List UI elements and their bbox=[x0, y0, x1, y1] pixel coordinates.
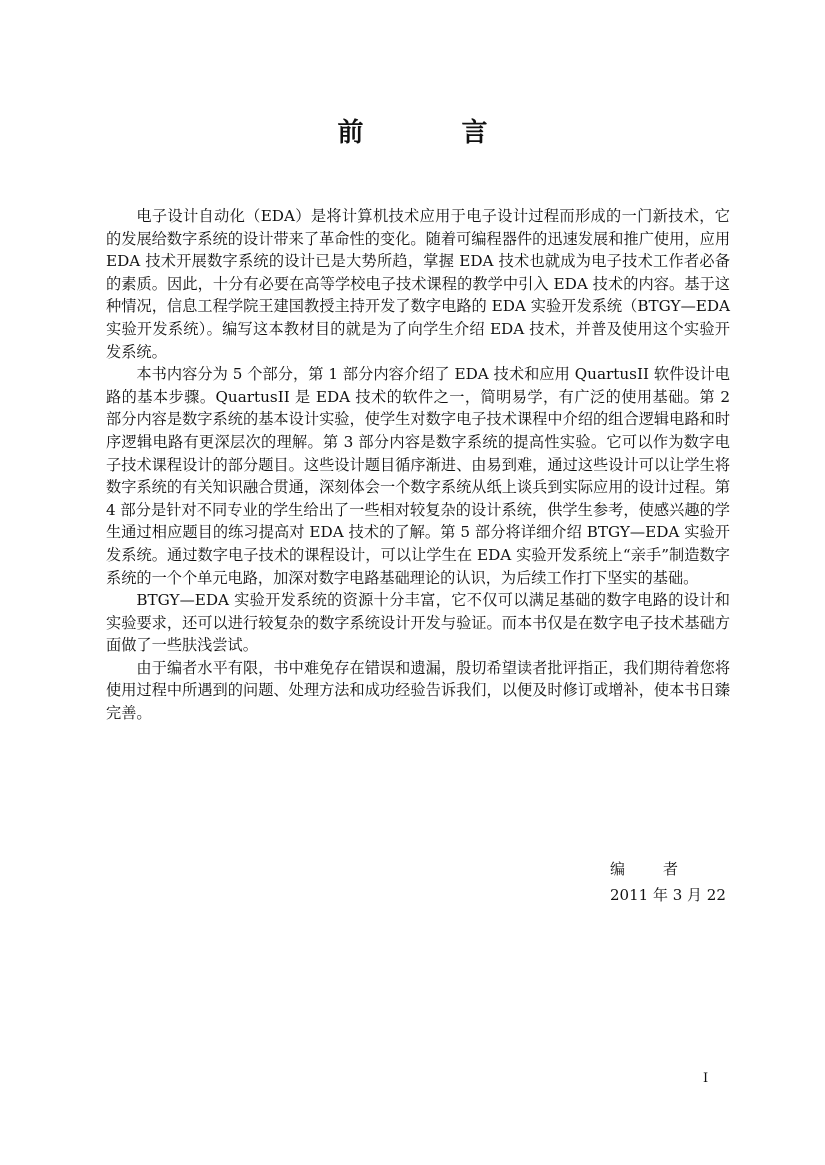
page-title bbox=[0, 112, 825, 149]
preface-body bbox=[106, 205, 730, 725]
paragraph-book-contents: 本书内容分为 5 个部分，第 1 部分内容介绍了 EDA 技术和应用 QuartusII 软件设计电路的基本步骤。QuartusII 是 EDA 技术的软件之一，简明易学，有广泛的使用基础。第 2 部分内容是数字系统的基本设计实验，使学生对数字电子技术课程中介绍的组合逻辑电路和时序逻辑电路有更深层次的理解。第 3 部分内容是数字系统的提高性实验。它可以作为数字电子技术课程设计的部分题目。这些设计题目循序渐进、由易到难，通过这些设计可以让学生将数字系统的有关知识融合贯通，深刻体会一个数字系统从纸上谈兵到实际应用的设计过程。第 4 部分是针对不同专业的学生给出了一些相对较复杂的设计系统，供学生参考，使感兴趣的学生通过相应题目的练习提高对 EDA 技术的了解。第 5 部分将详细介绍 BTGY—EDA 实验开发系统。通过数字电子技术的课程设计，可以让学生在 EDA 实验开发系统上“亲手”制造数字系统的一个个单元电路，加深对数字电路基础理论的认识，为后续工作打下坚实的基础。 bbox=[106, 365, 730, 587]
signature-block bbox=[610, 856, 726, 908]
title-char-second: 言 bbox=[461, 118, 488, 148]
signature-date: 2011 年 3 月 22 bbox=[610, 886, 726, 904]
paragraph-intro: 电子设计自动化（EDA）是将计算机技术应用于电子设计过程而形成的一门新技术，它的发展给数字系统的设计带来了革命性的变化。随着可编程器件的迅速发展和推广使用，应用 EDA 技术开展数字系统的设计已是大势所趋，掌握 EDA 技术也就成为电子技术工作者必备的素质。因此，十分有必要在高等学校电子技术课程的教学中引入 EDA 技术的内容。基于这种情况，信息工程学院王建国教授主持开发了数字电路的 EDA 实验开发系统（BTGY—EDA 实验开发系统）。编写这本教材目的就是为了向学生介绍 EDA 技术，并普及使用这个实验开发系统。 bbox=[106, 207, 730, 361]
page-number: I bbox=[703, 1071, 709, 1086]
editor-char-second: 者 bbox=[663, 860, 679, 878]
title-char-first: 前 bbox=[337, 118, 364, 148]
paragraph-closing: 由于编者水平有限，书中难免存在错误和遗漏，殷切希望读者批评指正，我们期待着您将使用过程中所遇到的问题、处理方法和成功经验告诉我们，以便及时修订或增补，使本书日臻完善。 bbox=[106, 658, 730, 723]
editor-char-first: 编 bbox=[610, 860, 626, 878]
paragraph-system-resources: BTGY—EDA 实验开发系统的资源十分丰富，它不仅可以满足基础的数字电路的设计和实验要求，还可以进行较复杂的数字系统设计开发与验证。而本书仅是在数字电子技术基础方面做了一些肤浅尝试。 bbox=[106, 591, 730, 655]
signature-editor bbox=[610, 856, 726, 882]
